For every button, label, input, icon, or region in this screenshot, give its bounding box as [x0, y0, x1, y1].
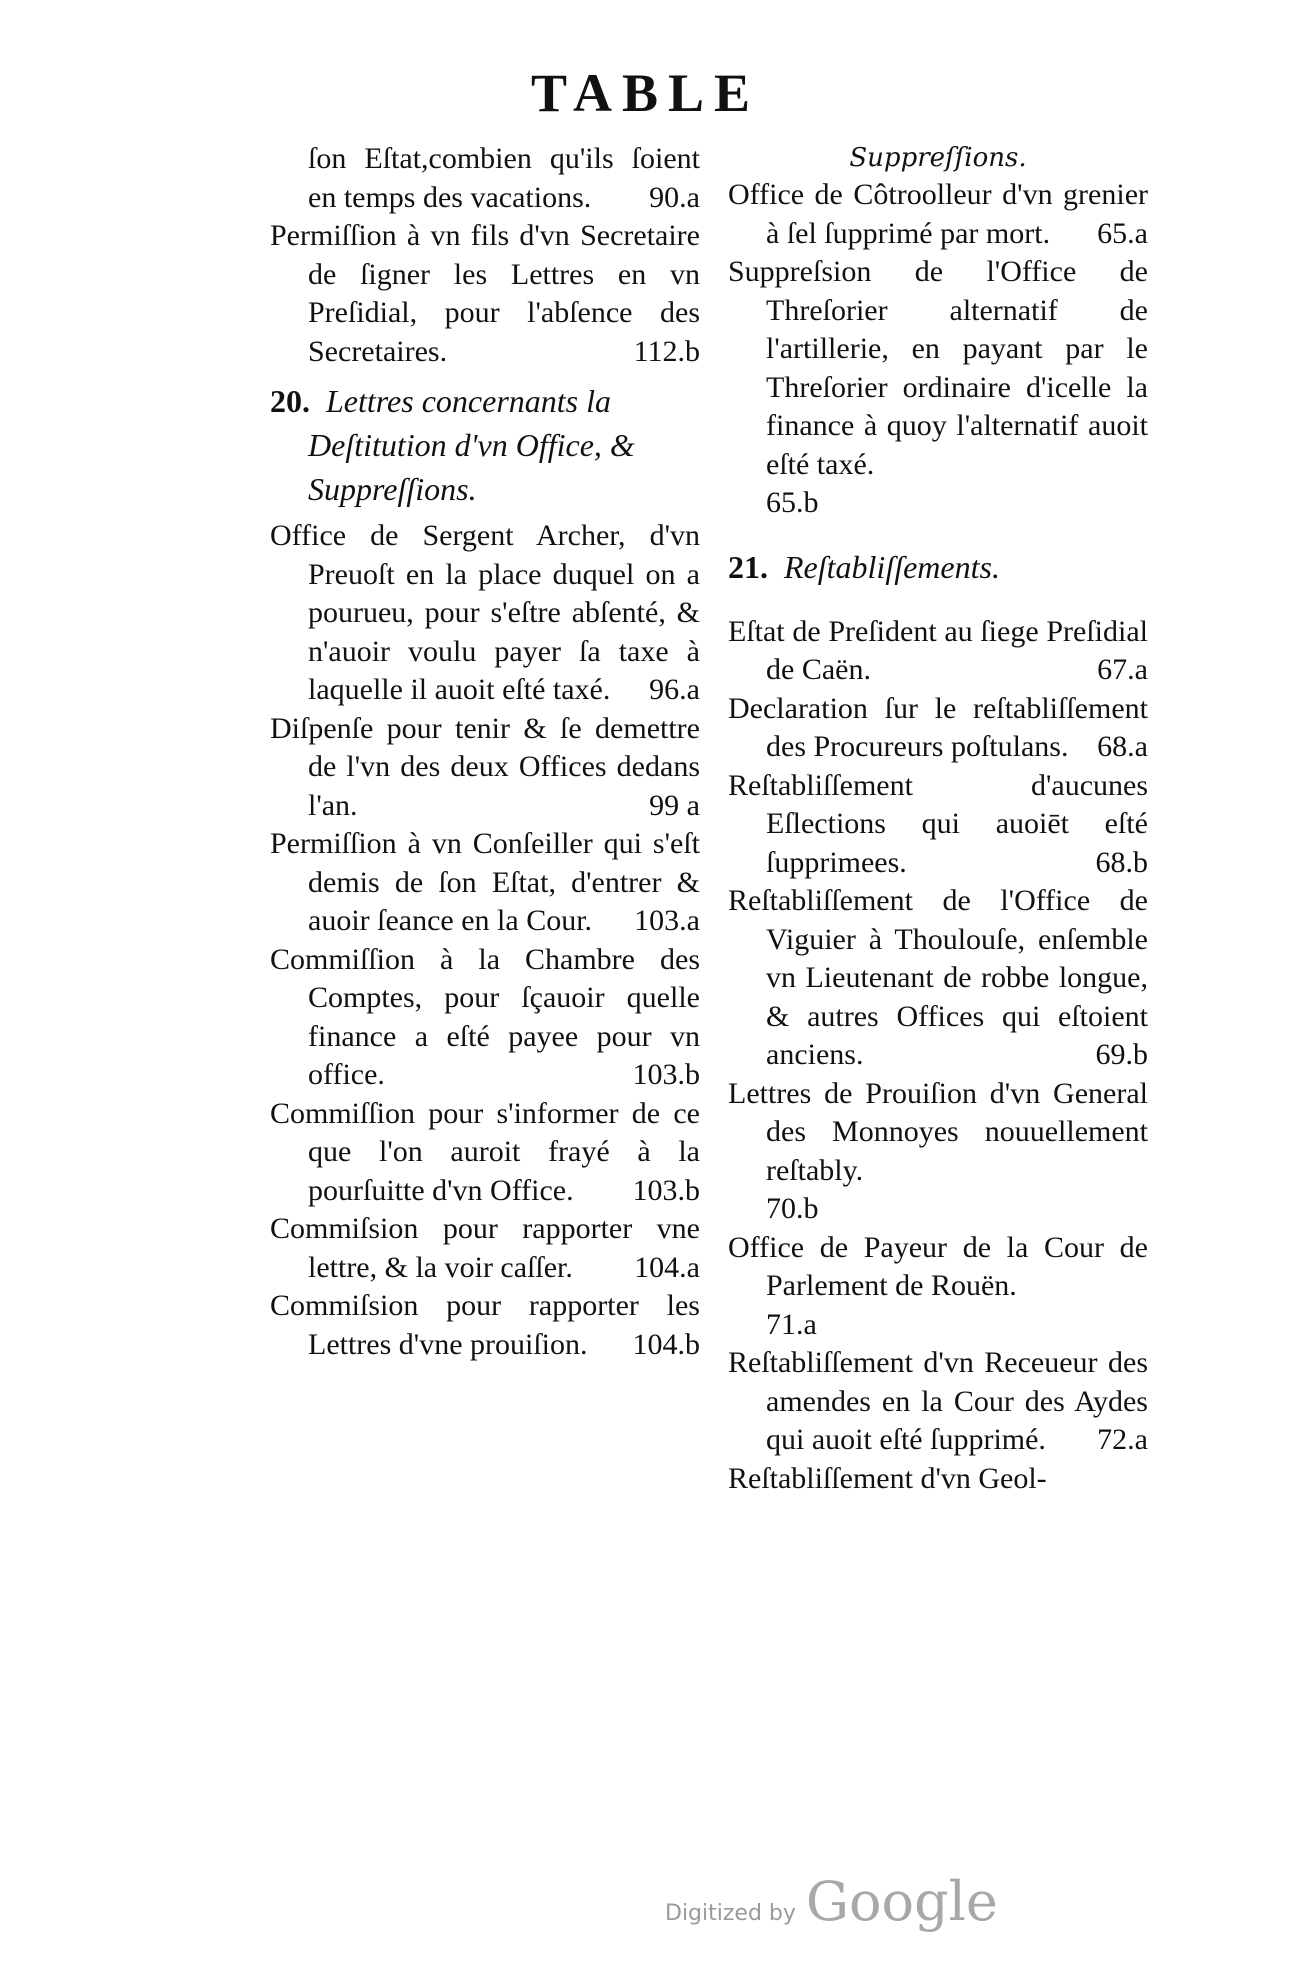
- entry-text: Commiſsion pour rapporter les Lettres d'vne prouiſion.: [270, 1289, 700, 1361]
- entry-ref: 68.b: [1095, 845, 1148, 879]
- entry-ref: 96.a: [649, 673, 700, 706]
- index-entry: [728, 1460, 1148, 1499]
- entry-ref: 104.b: [632, 1327, 700, 1361]
- index-entry: [270, 517, 700, 710]
- entry-text: Permiſſion à vn Conſeiller qui s'eſt demis de ſon Eſtat, d'entrer & auoir ſeance en la Cour.: [270, 827, 700, 937]
- index-entry-ref-line: [728, 1306, 1148, 1345]
- entry-ref: 112.b: [633, 334, 700, 368]
- index-entry: [728, 882, 1148, 1075]
- entry-text: Diſpenſe pour tenir & ſe demettre de l'vn des deux Offices dedans l'an.: [270, 711, 700, 822]
- section-heading: [270, 379, 700, 511]
- section-title: Reſtabliſſements.: [784, 548, 1000, 585]
- entry-text: Eſtat de Preſident au ſiege Preſidial de Caën.: [728, 614, 1148, 686]
- section-heading: [728, 545, 1148, 589]
- entry-text: Declaration ſur le reſtabliſſement des Procureurs poſtulans.: [728, 691, 1148, 763]
- entry-text: Permiſſion à vn fils d'vn Secretaire de ſigner les Lettres en vn Preſidial, pour l'abſence des Secretaires.: [270, 219, 700, 368]
- entry-ref: 67.a: [1097, 653, 1148, 686]
- index-entry: [728, 1344, 1148, 1460]
- index-entry: [728, 613, 1148, 690]
- continued-entry: [270, 140, 700, 217]
- section-title: Lettres concernants la Deſtitution d'vn Office, & Suppreſſions.: [308, 383, 635, 507]
- entry-text: 71.a: [766, 1307, 817, 1341]
- entry-text: 65.b: [766, 486, 819, 519]
- entry-text: Office de Sergent Archer, d'vn Preuoſt en la place duquel on a pourueu, pour s'eſtre abſenté, & n'auoir voulu payer ſa taxe à laquelle il auoit eſté taxé.: [270, 519, 700, 706]
- digitized-watermark: [665, 1870, 998, 1933]
- entry-ref: 90.a: [649, 180, 700, 214]
- index-entry: [270, 1287, 700, 1364]
- entry-ref: 103.a: [634, 904, 700, 937]
- section-number: 20.: [270, 383, 310, 419]
- entry-ref: 103.b: [632, 1173, 700, 1207]
- index-entry: [728, 1075, 1148, 1191]
- entry-text: Commiſsion pour rapporter vne lettre, & la voir caſſer.: [270, 1212, 700, 1284]
- index-entry: [270, 1210, 700, 1287]
- entry-text: Office de Payeur de la Cour de Parlement de Rouën.: [728, 1230, 1148, 1302]
- index-entry: [728, 690, 1148, 767]
- entry-text: Lettres de Prouiſion d'vn General des Monnoyes nouuellement reſtably.: [728, 1076, 1148, 1187]
- index-entry: [270, 710, 700, 826]
- index-entry: [270, 825, 700, 941]
- subheading: Suppreſſions.: [849, 143, 1027, 173]
- entry-text: Reſtabliſſement d'vn Geol-: [728, 1461, 1047, 1495]
- entry-text: 70.b: [766, 1192, 819, 1225]
- entry-ref: 65.a: [1097, 216, 1148, 250]
- page-title: TABLE: [530, 63, 761, 123]
- index-entry: [728, 1229, 1148, 1306]
- right-column: [728, 140, 1148, 1498]
- google-logo: Google: [805, 1870, 998, 1933]
- entry-text: Reſtabliſſement d'vn Receueur des amendes en la Cour des Aydes qui auoit eſté ſupprimé.: [728, 1346, 1148, 1456]
- entry-ref: 104.a: [634, 1250, 700, 1284]
- watermark-prefix: Digitized by: [665, 1901, 796, 1926]
- entry-ref: 68.a: [1097, 730, 1148, 763]
- entry-text: Commiſſion à la Chambre des Comptes, pour ſçauoir quelle finance a eſté payee pour vn office.: [270, 942, 700, 1091]
- index-entry: [270, 217, 700, 371]
- section-number: 21.: [728, 548, 768, 585]
- entry-ref: 103.b: [632, 1058, 700, 1091]
- entry-text: Reſtabliſſement de l'Office de Viguier à Thoulouſe, enſemble vn Lieutenant de robbe longue, & autres Offices qui eſtoient anciens.: [728, 884, 1148, 1071]
- left-column: [270, 140, 700, 1364]
- entry-ref: 72.a: [1097, 1423, 1148, 1456]
- index-entry: [270, 1095, 700, 1211]
- index-entry: [270, 941, 700, 1095]
- index-entry: [728, 767, 1148, 883]
- index-entry-ref-line: [728, 1190, 1148, 1229]
- index-entry-ref-line: [728, 484, 1148, 523]
- entry-text: ſon Eſtat,combien qu'ils ſoient en temps des vacations.: [308, 142, 700, 214]
- entry-ref: 69.b: [1095, 1038, 1148, 1071]
- entry-text: Reſtabliſſement d'aucunes Eſlections qui auoiēt eſté ſupprimees.: [728, 768, 1148, 879]
- entry-text: Commiſſion pour s'informer de ce que l'on auroit frayé à la pourſuitte d'vn Office.: [270, 1096, 700, 1207]
- index-entry: [728, 253, 1148, 484]
- entry-text: Suppreſsion de l'Office de Threſorier alternatif de l'artillerie, en payant par le Threſorier ordinaire d'icelle la finance à quoy l'alternatif auoit eſté taxé.: [728, 255, 1148, 481]
- index-entry: [728, 176, 1148, 253]
- entry-ref: 99 a: [649, 788, 700, 822]
- entry-text: Office de Côtroolleur d'vn grenier à ſel ſupprimé par mort.: [728, 178, 1148, 250]
